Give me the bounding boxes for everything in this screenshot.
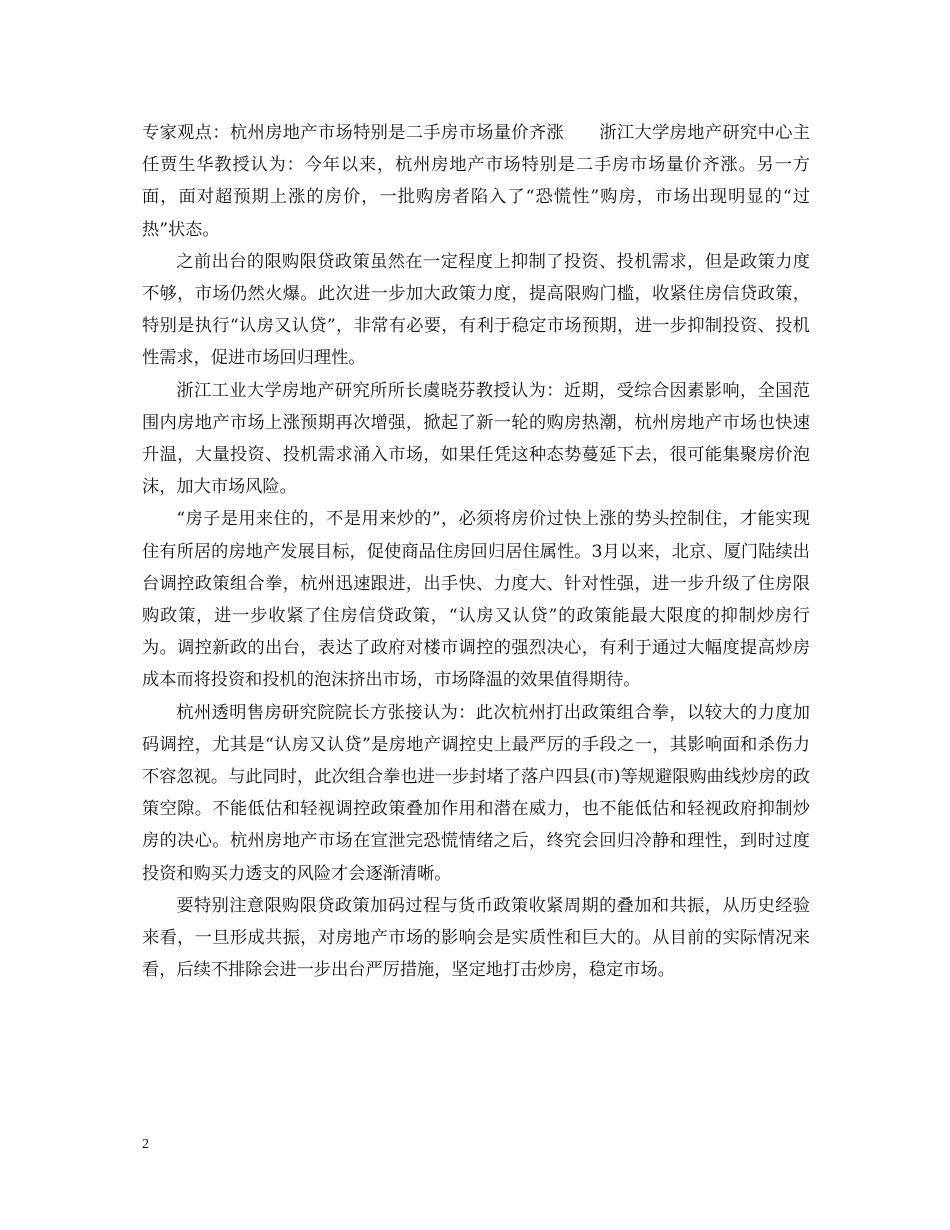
paragraph-housing-for-living: “房子是用来住的，不是用来炒的”，必须将房价过快上涨的势头控制住，才能实现住有所居的房地产发展目标，促使商品住房回归居住属性。3月以来，北京、厦门陆续出台调控政策组合拳，杭州迅速跟进，出手快、力度大、针对性强，进一步升级了住房限购政策，进一步收紧了住房信贷政策，“认房又认贷”的政策能最大限度的抑制炒房行为。调控新政的出台，表达了政府对楼市调控的强烈决心，有利于通过大幅度提高炒房成本而将投资和投机的泡沫挤出市场，市场降温的效果值得期待。 bbox=[142, 509, 810, 691]
paragraph-expert-view-intro: 专家观点：杭州房地产市场特别是二手房市场量价齐涨 浙江大学房地产研究中心主任贾生华教授认为：今年以来，杭州房地产市场特别是二手房市场量价齐涨。另一方面，面对超预期上涨的房价，一批购房者陷入了“恐慌性”购房，市场出现明显的“过热”状态。 bbox=[142, 123, 810, 240]
paragraph-yu-xiaofen-view: 浙江工业大学房地产研究所所长虞晓芬教授认为：近期，受综合因素影响，全国范围内房地产市场上涨预期再次增强，掀起了新一轮的购房热潮，杭州房地产市场也快速升温，大量投资、投机需求涌入市场，如果任凭这种态势蔓延下去，很可能集聚房价泡沫，加大市场风险。 bbox=[142, 380, 810, 498]
paragraph-policy-resonance: 要特别注意限购限贷政策加码过程与货币政策收紧周期的叠加和共振，从历史经验来看，一旦形成共振，对房地产市场的影响会是实质性和巨大的。从目前的实际情况来看，后续不排除会进一步出台严厉措施，坚定地打击炒房，稳定市场。 bbox=[142, 895, 810, 981]
paragraph-policy-strength: 之前出台的限购限贷政策虽然在一定程度上抑制了投资、投机需求，但是政策力度不够，市场仍然火爆。此次进一步加大政策力度，提高限购门槛，收紧住房信贷政策，特别是执行“认房又认贷”，非常有必要，有利于稳定市场预期，进一步抑制投资、投机性需求，促进市场回归理性。 bbox=[142, 251, 810, 369]
paragraph-fang-zhangjie-view: 杭州透明售房研究院院长方张接认为：此次杭州打出政策组合拳，以较大的力度加码调控，尤其是“认房又认贷”是房地产调控史上最严厉的手段之一，其影响面和杀伤力不容忽视。与此同时，此次组合拳也进一步封堵了落户四县(市)等规避限购曲线炒房的政策空隙。不能低估和轻视调控政策叠加作用和潜在威力，也不能低估和轻视政府抑制炒房的决心。杭州房地产市场在宣泄完恐慌情绪之后，终究会回归冷静和理性，到时过度投资和购买力透支的风险才会逐渐清晰。 bbox=[142, 702, 810, 884]
page-number: 2 bbox=[142, 1137, 149, 1152]
document-body bbox=[142, 117, 810, 986]
